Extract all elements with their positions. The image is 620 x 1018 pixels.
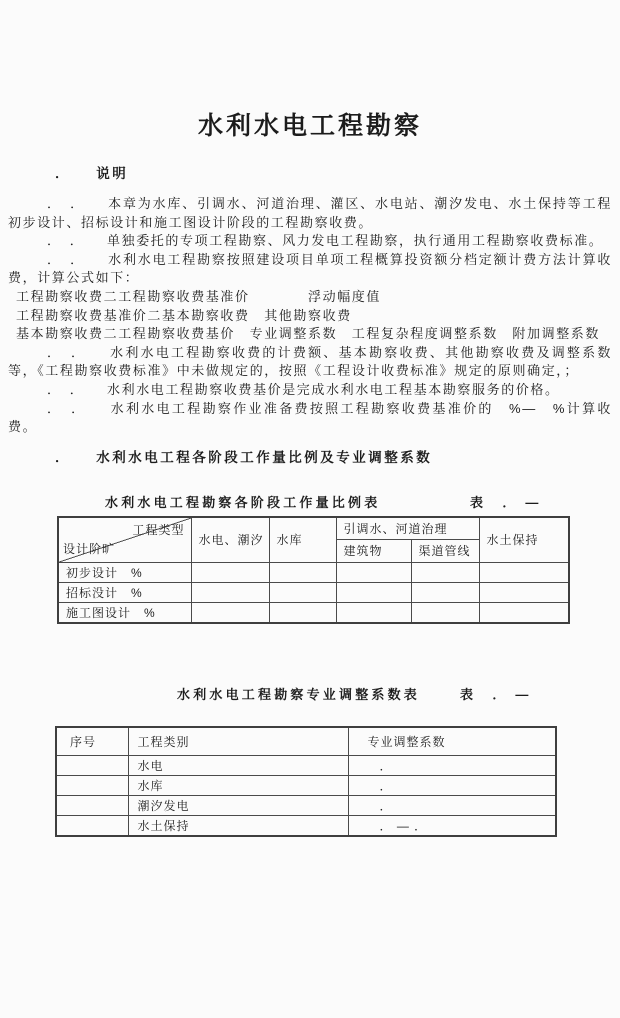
column-header-channel-pipeline: 渠道管线 xyxy=(411,539,479,562)
empty-cell xyxy=(411,602,479,623)
table-row-bidding-design xyxy=(58,582,569,602)
empty-cell xyxy=(269,562,336,582)
column-header-project-category: 工程类别 xyxy=(128,727,348,756)
paragraph: ． ． 单独委托的专项工程勘察、风力发电工程勘察，执行通用工程勘察收费标准。 xyxy=(47,233,604,249)
row-label: 施工图设计 % xyxy=(58,602,191,623)
empty-cell xyxy=(336,582,411,602)
document-title: 水利水电工程勘察 xyxy=(197,112,422,140)
paragraph: ． ． 水利水电工程勘察按照建设项目单项工程概算投资额分档定额计费方法计算收费，计算公式如下： xyxy=(8,251,612,286)
table1-title: 水利水电工程勘察各阶段工作量比例表 xyxy=(105,494,381,510)
empty-cell xyxy=(479,582,569,602)
formula-line: 工程勘察收费二工程勘察收费基准价 浮动幅度值 xyxy=(16,288,382,304)
formula-line: 基本勘察收费二工程勘察收费基价 专业调整系数 工程复杂程度调整系数 附加调整系数 xyxy=(16,326,601,342)
serial-cell xyxy=(56,815,128,836)
column-header-serial-number: 序号 xyxy=(56,727,128,756)
coefficient-cell: ． xyxy=(348,755,556,775)
coefficient-cell: ． xyxy=(348,775,556,795)
empty-cell xyxy=(479,602,569,623)
diagonal-label-design-stage: 设计阶旷 xyxy=(63,541,116,556)
table1-title-row xyxy=(8,492,612,512)
formula-line: 工程勘察收费基准价二基本勘察收费 其他勘察收费 xyxy=(16,307,352,323)
notes-paragraphs xyxy=(8,195,612,437)
empty-cell xyxy=(269,602,336,623)
category-cell: 潮汐发电 xyxy=(128,795,348,815)
table2-number-tag: 表 ． — xyxy=(460,686,532,702)
table2-title: 水利水电工程勘察专业调整系数表 xyxy=(177,686,421,702)
serial-cell xyxy=(56,795,128,815)
section-heading-ratios: ． 水利水电工程各阶段工作量比例及专业调整系数 xyxy=(55,449,433,465)
paragraph: ． ． 本章为水库、引调水、河道治理、灌区、水电站、潮汐发电、水土保持等工程初步设计、招标设计和施工图设计阶段的工程勘察收费。 xyxy=(8,196,612,230)
row-label: 初步设计 % xyxy=(58,562,191,582)
column-header-diversion: 引调水、河道治理 xyxy=(336,517,479,540)
serial-cell xyxy=(56,755,128,775)
empty-cell xyxy=(336,562,411,582)
table1-number-tag: 表 ． — xyxy=(470,494,542,510)
table-header-row xyxy=(58,517,569,540)
empty-cell xyxy=(191,602,269,623)
empty-cell xyxy=(411,582,479,602)
table-row-reservoir xyxy=(56,775,556,795)
table-row-soil-conservation xyxy=(56,815,556,836)
table-header-row xyxy=(56,727,556,756)
empty-cell xyxy=(191,562,269,582)
category-cell: 水电 xyxy=(128,755,348,775)
adjustment-coefficient-table xyxy=(55,726,557,837)
diagonal-label-project-type: 工程类型 xyxy=(132,522,185,537)
table-row-construction-drawing-design xyxy=(58,602,569,623)
column-header-buildings: 建筑物 xyxy=(336,539,411,562)
paragraph: ． ． 水利水电工程勘察收费基价是完成水利水电工程基本勘察服务的价格。 xyxy=(47,381,560,397)
workload-ratio-table xyxy=(57,516,570,624)
section-heading-notes: ． 说明 xyxy=(55,166,129,181)
category-cell: 水土保持 xyxy=(128,815,348,836)
coefficient-cell: ． — ． xyxy=(348,815,556,836)
column-header-soil-conservation: 水土保持 xyxy=(479,517,569,563)
coefficient-cell: ． xyxy=(348,795,556,815)
empty-cell xyxy=(336,602,411,623)
empty-cell xyxy=(269,582,336,602)
table-row-hydropower xyxy=(56,755,556,775)
table2-title-row xyxy=(8,684,612,704)
column-header-adjustment-coefficient: 专业调整系数 xyxy=(348,727,556,756)
paragraph: ． ． 水利水电工程勘察作业准备费按照工程勘察收费基准价的 %— %计算收费。 xyxy=(8,400,612,435)
empty-cell xyxy=(191,582,269,602)
column-header-hydro-tidal: 水电、潮汐 xyxy=(191,517,269,563)
table-row-preliminary-design xyxy=(58,562,569,582)
empty-cell xyxy=(479,562,569,582)
paragraph: ． ． 水利水电工程勘察收费的计费额、基本勘察收费、其他勘察收费及调整系数等，《工程勘察收费标准》中未做规定的，按照《工程设计收费标准》规定的原则确定，； xyxy=(8,344,612,379)
column-header-reservoir: 水库 xyxy=(269,517,336,563)
diagonal-header-cell xyxy=(58,517,191,563)
table-row-tidal-power xyxy=(56,795,556,815)
serial-cell xyxy=(56,775,128,795)
empty-cell xyxy=(411,562,479,582)
row-label: 招标没计 % xyxy=(58,582,191,602)
category-cell: 水库 xyxy=(128,775,348,795)
